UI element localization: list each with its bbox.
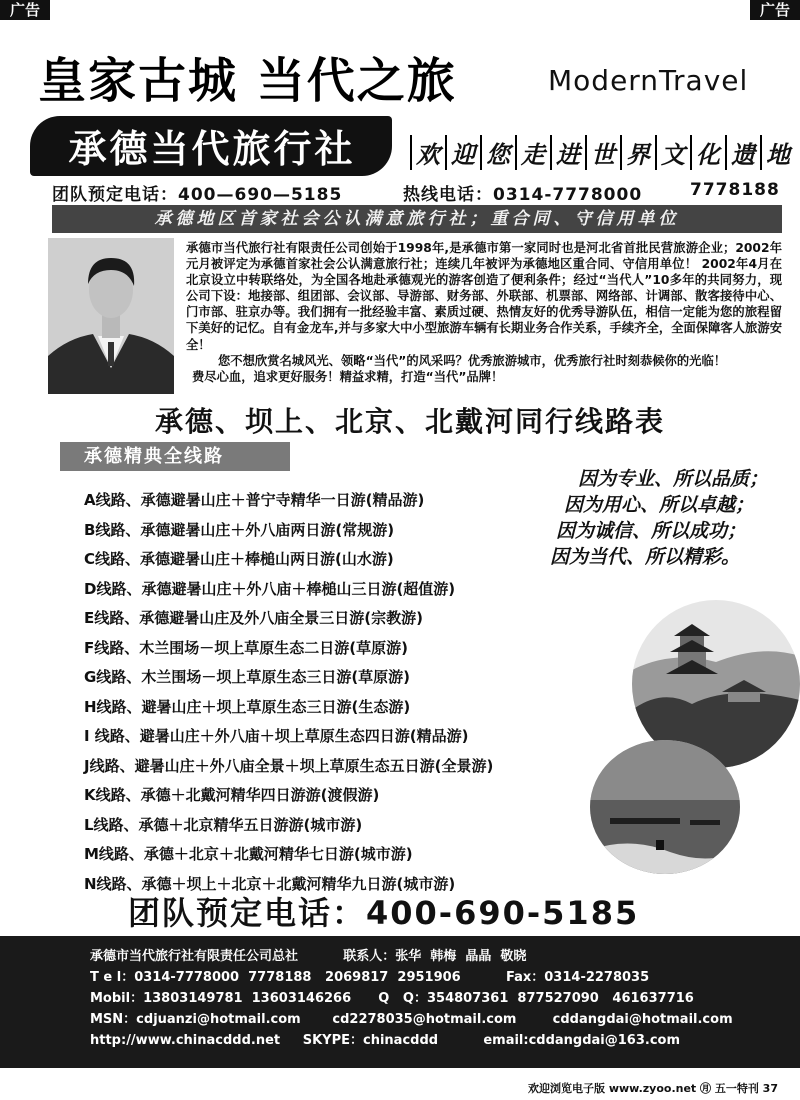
welcome-char: 走 [515,135,550,170]
route-list [84,486,493,899]
ad-label-left: 广告 [0,0,50,20]
welcome-char: 遗 [725,135,760,170]
headline: 皇家古城 当代之旅 [38,53,457,109]
route-item: C线路、承德避暑山庄＋棒槌山两日游(山水游) [84,550,394,568]
team-booking-phone: 团队预定电话：400—690—5185 [52,185,343,205]
motto-line: 因为用心、所以卓越； [564,494,755,516]
hotline-phone: 热线电话：0314-7778000 [403,185,643,205]
route-item: I 线路、避暑山庄＋外八庙＋坝上草原生态四日游(精品游) [84,727,469,745]
motto-block [550,466,795,570]
grassland-photo [590,740,740,874]
agency-name: 承德当代旅行社 [68,127,356,171]
route-item: M线路、承德＋北京＋北戴河精华七日游(城市游) [84,845,413,863]
ad-label-right: 广告 [750,0,800,20]
motto-line: 因为专业、所以品质； [578,468,769,490]
route-item: E线路、承德避暑山庄及外八庙全景三日游(宗教游) [84,609,423,627]
contact-lines [90,946,790,1051]
route-item: H线路、避暑山庄＋坝上草原生态三日游(生态游) [84,697,411,716]
headline-english: ModernTravel [548,64,749,97]
credential-slogan: 承德地区首家社会公认满意旅行社；重合同、守信用单位 [52,205,782,233]
team-booking-phone-big: 团队预定电话：400-690-5185 [128,894,640,932]
route-item: A线路、承德避暑山庄＋普宁寺精华一日游(精品游) [84,491,425,509]
welcome-char: 迎 [445,135,480,170]
motto-line: 因为当代、所以精彩。 [550,546,741,568]
intro-text-2: 您不想欣赏名城风光、领略“当代”的风采吗？优秀旅游城市，优秀旅行社时刻恭候你的光临！ [218,353,727,368]
intro-text-3: 费尽心血，追求更好服务！精益求精，打造“当代”品牌！ [192,369,504,384]
welcome-char: 欢 [410,135,445,170]
contact-web-line: http://www.chinacddd.net SKYPE：chinacddd email:cddangdai@163.com [90,1033,681,1048]
route-item: B线路、承德避暑山庄＋外八庙两日游(常规游) [84,520,395,539]
route-item: K线路、承德＋北戴河精华四日游游(渡假游) [84,786,380,804]
welcome-char: 文 [655,135,690,170]
welcome-char: 进 [550,135,585,170]
company-name: 承德市当代旅行社有限责任公司 [186,241,361,255]
routes-title: 承德、坝上、北京、北戴河同行线路表 [154,405,665,438]
welcome-char: 您 [480,135,515,170]
welcome-char: 化 [690,135,725,170]
route-item: N线路、承德＋坝上＋北京＋北戴河精华九日游(城市游) [84,874,456,893]
welcome-char: 地 [760,135,795,170]
manager-photo [48,238,174,394]
contact-tel-line: T e l：0314-7778000 7778188 2069817 2951906 Fax：0314-2278035 [90,970,650,985]
route-item: G线路、木兰围场－坝上草原生态三日游(草原游) [84,668,411,686]
route-item: L线路、承德＋北京精华五日游游(城市游) [84,815,363,834]
classic-routes-label: 承德精典全线路 [60,442,290,471]
page-footer: 欢迎浏览电子版 www.zyoo.net ㊊ 五一特刊 37 [527,1082,778,1095]
route-item: J线路、避暑山庄＋外八庙全景＋坝上草原生态五日游(全景游) [84,756,494,775]
hotline-phone-2: 7778188 [690,180,780,200]
motto-line: 因为诚信、所以成功； [556,520,747,542]
welcome-char: 界 [620,135,655,170]
route-item: F线路、木兰围场－坝上草原生态二日游(草原游) [84,638,408,657]
contact-mobile-line: Mobil：13803149781 13603146266 Q Q：354807361 877527090 461637716 [90,991,694,1006]
route-item: D线路、承德避暑山庄＋外八庙＋棒槌山三日游(超值游) [84,579,456,598]
welcome-slogan [410,135,795,170]
contact-company-line: 承德市当代旅行社有限责任公司总社 联系人：张华 韩梅 晶晶 敬晓 [90,949,527,964]
contact-msn-line: MSN：cdjuanzi@hotmail.com cd2278035@hotmail.com cddangdai@hotmail.com [90,1012,733,1027]
welcome-char: 世 [585,135,620,170]
company-introduction [186,240,782,385]
intro-text: 创始于1998年,是承德市第一家同时也是河北省首批民营旅游企业；2002年元月被评定为承德首家社会公认满意旅行社；连续几年被评为承德地区重合同、守信用单位！ 2002年4月在北京设立中转联络处，为全国各地赴承德观光的游客创造了便利条件；经过“当代人”10多年的共同努力，现公司下设：地接部、组团部、会议部、导游部、财务部、外联部、机票部、网络部、计调部、散客接待中心、门市部、驻京办等。我们拥有一批经验丰富、素质过硬、热情友好的优秀导游队伍，相信一定能为您的旅程留下美好的记忆。自有金龙车,并与多家大中小型旅游车辆有长期业务合作关系，手续齐全，全面保障客人旅游安全！ [186,241,782,352]
